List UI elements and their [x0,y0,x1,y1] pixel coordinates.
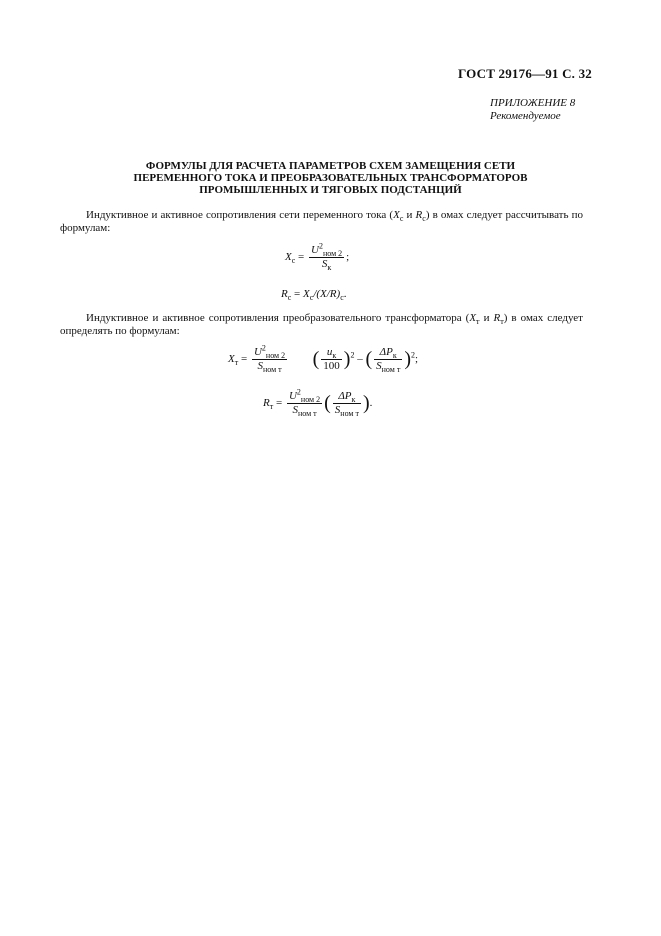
formula3-f2-num-var: u [326,346,333,358]
para1-sub-x: с [399,214,404,224]
formula2-rhs-rest-sub: с [340,293,344,303]
formula1-den-var: S [321,258,328,270]
paragraph-grid-impedance [60,209,583,235]
formula3-lhs: X [228,353,235,366]
formula4-f2-num-var: ΔP [338,390,352,402]
formula4-f1-den-var: S [292,404,298,416]
formula-xt [228,343,419,375]
para1-var-r: R [415,209,423,221]
formula3-paren-open-2: ( [365,348,373,370]
title-line-2: ПЕРЕМЕННОГО ТОКА И ПРЕОБРАЗОВАТЕЛЬНЫХ ТРАНСФОРМАТОРОВ [133,172,528,184]
formula3-fraction-1 [252,343,287,375]
formula2-rhs-var: X [303,288,310,300]
formula4-paren-close: ) [362,392,370,414]
formula3-fraction-3 [374,346,402,373]
formula1-den-sub: к [327,263,332,273]
formula3-f1-den-var: S [257,360,263,372]
formula3-f2-num-sub: к [332,351,337,361]
formula3-sq-2: 2 [410,350,415,360]
formula4-f2-den-var: S [334,404,341,416]
formula4-f2-den-sub: ном т [340,409,359,419]
formula3-f3-den-var: S [376,360,382,372]
para1-and: и [403,209,416,221]
para2-sub-x: т [476,317,480,327]
formula3-f3-den-sub: ном т [381,365,401,375]
title-line-3: ПРОМЫШЛЕННЫХ И ТЯГОВЫХ ПОДСТАНЦИЙ [199,184,462,196]
formula1-num-sup: 2 [318,241,323,251]
appendix-status: Рекомендуемое [490,110,561,122]
paragraph-transformer-impedance [60,312,583,338]
appendix-label: ПРИЛОЖЕНИЕ 8 [490,97,576,109]
title-line-1: ФОРМУЛЫ ДЛЯ РАСЧЕТА ПАРАМЕТРОВ СХЕМ ЗАМЕЩЕНИЯ СЕТИ [145,160,516,172]
formula2-rhs-rest: /(X/R) [313,288,341,300]
formula3-fraction-2 [321,346,342,373]
formula1-num-var: U [311,244,319,256]
formula2-lhs: R [281,288,288,300]
para2-text-b: ) в омах следует определять по формулам: [60,312,583,337]
formula-xc [285,241,350,273]
formula3-eq: = [240,353,248,366]
formula4-fraction-2 [333,390,361,417]
formula4-eq: = [275,397,283,410]
formula3-lhs-sub: т [234,358,239,368]
formula1-lhs-sub: с [291,256,296,266]
formula1-fraction [309,241,344,273]
formula4-tail: . [369,397,373,410]
formula3-f3-num-sub: к [392,351,397,361]
formula3-f2-den: 100 [323,360,340,372]
formula3-f1-num-sup: 2 [261,343,266,353]
formula2-tail: . [343,288,347,300]
para2-var-r: R [493,312,501,324]
formula3-f3-num-var: ΔP [379,346,393,358]
appendix-block [490,97,575,123]
formula2-eq: = [294,288,301,300]
formula-rt [263,387,373,419]
formula1-eq: = [298,251,305,264]
formula3-sq-1: 2 [350,350,355,360]
formula3-paren-close-1: ) [343,348,351,370]
formula1-num-sub: ном 2 [322,249,343,259]
formula2-rhs-sub: с [309,293,314,303]
para2-and: и [479,312,494,324]
para2-text-a: Индуктивное и активное сопротивления преобразовательного трансформатора ( [86,312,470,324]
formula4-f2-num-sub: к [351,395,356,405]
formula3-tail: ; [414,353,419,366]
para1-text-a: Индуктивное и активное сопротивления сети переменного тока ( [86,209,394,221]
formula4-f1-num-sub: ном 2 [300,395,321,405]
formula3-minus: – [357,353,363,366]
page-title [60,160,601,196]
formula-rc [281,288,347,303]
formula1-tail: ; [346,251,350,264]
formula4-f1-den-sub: ном т [297,409,317,419]
para1-sub-r: с [422,214,426,224]
formula4-lhs: R [263,397,270,410]
para1-text-b: ) в омах следует рассчитывать по формулам: [60,209,584,234]
formula2-lhs-sub: с [287,293,292,303]
formula4-f1-num-sup: 2 [296,387,301,397]
para2-sub-r: т [500,317,504,327]
formula3-f1-num-sub: ном 2 [265,351,286,361]
document-reference: ГОСТ 29176—91 С. 32 [458,66,592,81]
formula4-f1-num-var: U [288,390,297,402]
formula1-lhs: X [285,251,292,264]
formula4-paren-open: ( [324,392,331,414]
formula3-f1-num-var: U [253,346,262,358]
formula3-paren-open-1: ( [312,348,320,370]
para2-var-x: X [469,312,477,324]
formula3-f1-den-sub: ном т [262,365,282,375]
formula3-paren-close-2: ) [404,348,411,370]
formula4-fraction-1 [287,387,322,419]
formula4-lhs-sub: т [269,402,274,412]
para1-var-x: X [393,209,400,221]
